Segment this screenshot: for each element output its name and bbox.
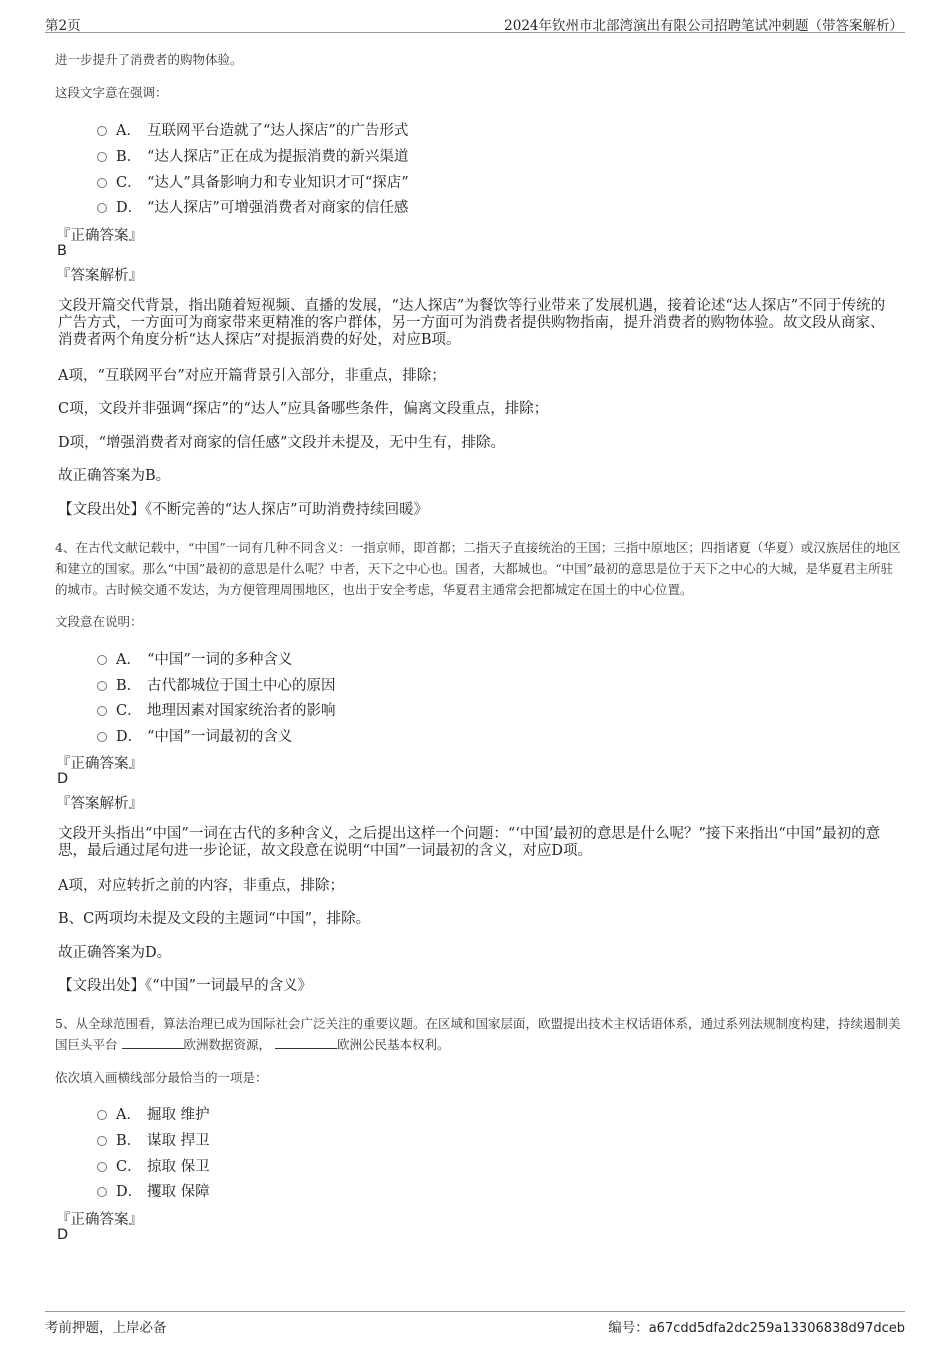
q3-prompt: 这段文字意在强调： (55, 85, 168, 100)
q4-analysis-main: 文段开头指出“中国”一词在古代的多种含义，之后提出这样一个问题：“‘中国’最初的意思是什么呢？”接下来指出“中国”最初的意思，最后通过尾句进一步论证，故文段意在说明“中国”一词最初的含义，对应D项。 (58, 826, 881, 859)
q4-option-b[interactable]: B． 古代都城位于国土中心的原因 (97, 674, 336, 695)
q4-analysis-bc: B、C两项均未提及文段的主题词“中国”，排除。 (58, 911, 371, 927)
q4-text: 4、在古代文献记载中，“中国”一词有几种不同含义：一指京师，即首都；二指天子直接统治的王国；三指中原地区；四指诸夏（华夏）或汉族居住的地区和建立的国家。那么“中国”最初的意思是什么呢？中者，天下之中心也。国者，大都城也。“中国”最初的意思是位于天下之中心的大城，是华夏君主所驻的城市。古时候交通不发达，为方便管理周围地区，也出于安全考虑，华夏君主通常会把都城定在国土的中心位置。 (55, 540, 901, 597)
q3-answer: B (57, 243, 67, 259)
q5-option-c[interactable]: C． 掠取 保卫 (97, 1155, 210, 1176)
q4-conclusion: 故正确答案为D。 (58, 945, 172, 961)
q4-answer-label: 『正确答案』 (56, 756, 143, 772)
q3-option-b[interactable]: B． “达人探店”正在成为提振消费的新兴渠道 (97, 145, 408, 166)
q5-text: 5、从全球范围看，算法治理已成为国际社会广泛关注的重要议题。在区域和国家层面，欧盟提出技术主权话语体系，通过系列法规制度构建，持续遏制美国巨头平台 欧洲数据资源， 欧洲公民基本权利。 (55, 1016, 901, 1052)
q3-answer-label: 『正确答案』 (56, 228, 143, 244)
q5-prompt: 依次填入画横线部分最恰当的一项是： (55, 1070, 268, 1085)
q5-answer-label: 『正确答案』 (56, 1212, 143, 1228)
q3-option-a[interactable]: A． 互联网平台造就了“达人探店”的广告形式 (97, 119, 408, 140)
q3-analysis-label: 『答案解析』 (56, 268, 143, 284)
q3-analysis-c: C项，文段并非强调“探店”的“达人”应具备哪些条件，偏离文段重点，排除； (58, 401, 549, 417)
radio-icon[interactable] (97, 706, 107, 716)
radio-icon[interactable] (97, 655, 107, 665)
q5-option-d[interactable]: D． 攫取 保障 (97, 1180, 210, 1201)
q4-analysis-a: A项，对应转折之前的内容，非重点，排除； (58, 878, 344, 894)
q4-analysis-label: 『答案解析』 (56, 796, 143, 812)
q3-conclusion: 故正确答案为B。 (58, 468, 171, 484)
page-number: 第2页 (45, 18, 81, 34)
q3-analysis-main: 文段开篇交代背景，指出随着短视频、直播的发展，“达人探店”为餐饮等行业带来了发展机遇，接着论述“达人探店”不同于传统的广告方式，一方面可为商家带来更精准的客户群体，另一方面可为消费者提供购物指南，提升消费者的购物体验。故文段从商家、消费者两个角度分析“达人探店”对提振消费的好处，对应B项。 (58, 298, 886, 348)
q3-analysis-a: A项，“互联网平台”对应开篇背景引入部分，非重点，排除； (58, 368, 446, 384)
radio-icon[interactable] (97, 1136, 107, 1146)
q4-source: 【文段出处】《“中国”一词最早的含义》 (58, 978, 313, 994)
radio-icon[interactable] (97, 732, 107, 742)
radio-icon[interactable] (97, 152, 107, 162)
q3-option-d[interactable]: D． “达人探店”可增强消费者对商家的信任感 (97, 196, 408, 217)
q4-option-a[interactable]: A． “中国”一词的多种含义 (97, 648, 292, 669)
q3-option-c[interactable]: C． “达人”具备影响力和专业知识才可“探店” (97, 171, 409, 192)
radio-icon[interactable] (97, 178, 107, 188)
page-header (45, 10, 905, 33)
blank-2 (275, 1037, 337, 1049)
q5-option-a[interactable]: A． 掘取 维护 (97, 1103, 210, 1124)
q4-prompt: 文段意在说明： (55, 614, 143, 629)
q3-source: 【文段出处】《不断完善的“达人探店”可助消费持续回暖》 (58, 502, 429, 518)
radio-icon[interactable] (97, 1187, 107, 1197)
q4-answer: D (57, 771, 69, 787)
q3-tail: 进一步提升了消费者的购物体验。 (55, 52, 243, 67)
radio-icon[interactable] (97, 203, 107, 213)
q4-option-d[interactable]: D． “中国”一词最初的含义 (97, 725, 292, 746)
q5-answer: D (57, 1227, 69, 1243)
q5-option-b[interactable]: B． 谋取 捍卫 (97, 1129, 210, 1150)
q4-option-c[interactable]: C． 地理因素对国家统治者的影响 (97, 699, 336, 720)
q3-analysis-d: D项，“增强消费者对商家的信任感”文段并未提及，无中生有，排除。 (58, 435, 505, 451)
radio-icon[interactable] (97, 126, 107, 136)
document-code: 编号：a67cdd5dfa2dc259a13306838d97dceb (608, 1320, 905, 1336)
footer-slogan: 考前押题，上岸必备 (45, 1320, 167, 1336)
blank-1 (122, 1037, 184, 1049)
document-title: 2024年钦州市北部湾演出有限公司招聘笔试冲刺题（带答案解析） (504, 18, 903, 34)
radio-icon[interactable] (97, 681, 107, 691)
radio-icon[interactable] (97, 1110, 107, 1120)
page-footer (45, 1311, 905, 1336)
radio-icon[interactable] (97, 1162, 107, 1172)
